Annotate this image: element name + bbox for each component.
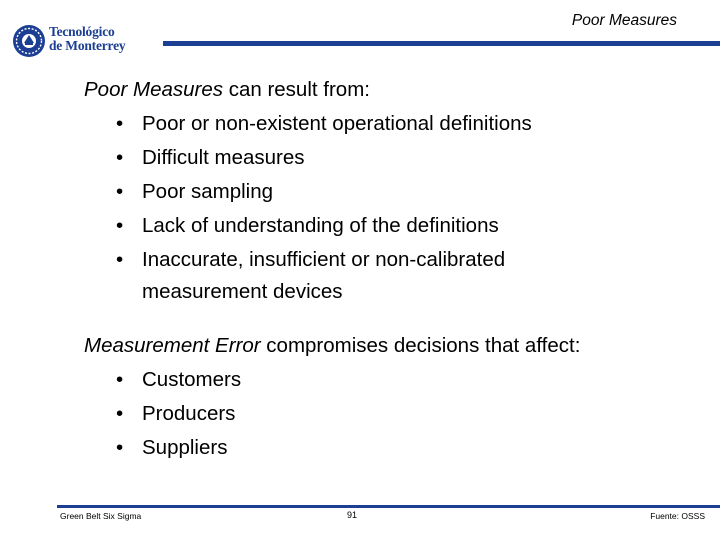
footer-course-name: Green Belt Six Sigma <box>60 511 142 521</box>
section2-lead-text: compromises decisions that affect: <box>260 334 581 357</box>
slide-content <box>84 73 704 465</box>
section1-lead <box>84 73 704 107</box>
bullet-icon: • <box>116 146 124 169</box>
page-number: 91 <box>347 510 358 520</box>
bullet-icon: • <box>116 112 124 135</box>
list-item-text-line-2: measurement devices <box>142 280 343 303</box>
section1-lead-text: can result from: <box>223 78 370 101</box>
header-title: Poor Measures <box>571 12 677 29</box>
section2-bullet-list <box>84 363 704 465</box>
header-divider <box>163 41 720 46</box>
seal-icon <box>12 24 46 58</box>
list-item <box>116 397 704 431</box>
list-item <box>116 141 704 175</box>
list-item <box>116 175 704 209</box>
footer-divider <box>57 505 720 508</box>
logo-wordmark <box>49 25 125 53</box>
bullet-icon: • <box>116 436 124 459</box>
bullet-icon: • <box>116 368 124 391</box>
bullet-icon: • <box>116 214 124 237</box>
list-item-text: Lack of understanding of the definitions <box>142 214 499 237</box>
logo-line-2: de Monterrey <box>49 38 126 53</box>
list-item-text: Difficult measures <box>142 146 305 169</box>
section1-bullet-list <box>84 107 704 307</box>
bullet-icon: • <box>116 402 124 425</box>
list-item <box>116 107 704 141</box>
logo-line-1: Tecnológico <box>49 24 115 39</box>
bullet-icon: • <box>116 248 124 271</box>
list-item <box>116 243 704 307</box>
list-item-text: Suppliers <box>142 436 228 459</box>
list-item <box>116 209 704 243</box>
bullet-icon: • <box>116 180 124 203</box>
list-item-text-line-1: Inaccurate, insufficient or non-calibrated <box>142 248 506 271</box>
list-item-text: Poor sampling <box>142 180 274 203</box>
list-item-text: Customers <box>142 368 242 391</box>
section2-emphasis: Measurement Error <box>84 334 261 357</box>
section1-emphasis: Poor Measures <box>84 78 224 101</box>
section2-lead <box>84 329 704 363</box>
list-item-text: Poor or non-existent operational definitions <box>142 112 532 135</box>
footer-source: Fuente: OSSS <box>650 511 705 521</box>
institution-logo <box>12 22 142 62</box>
list-item <box>116 431 704 465</box>
list-item-text: Producers <box>142 402 236 425</box>
list-item <box>116 363 704 397</box>
